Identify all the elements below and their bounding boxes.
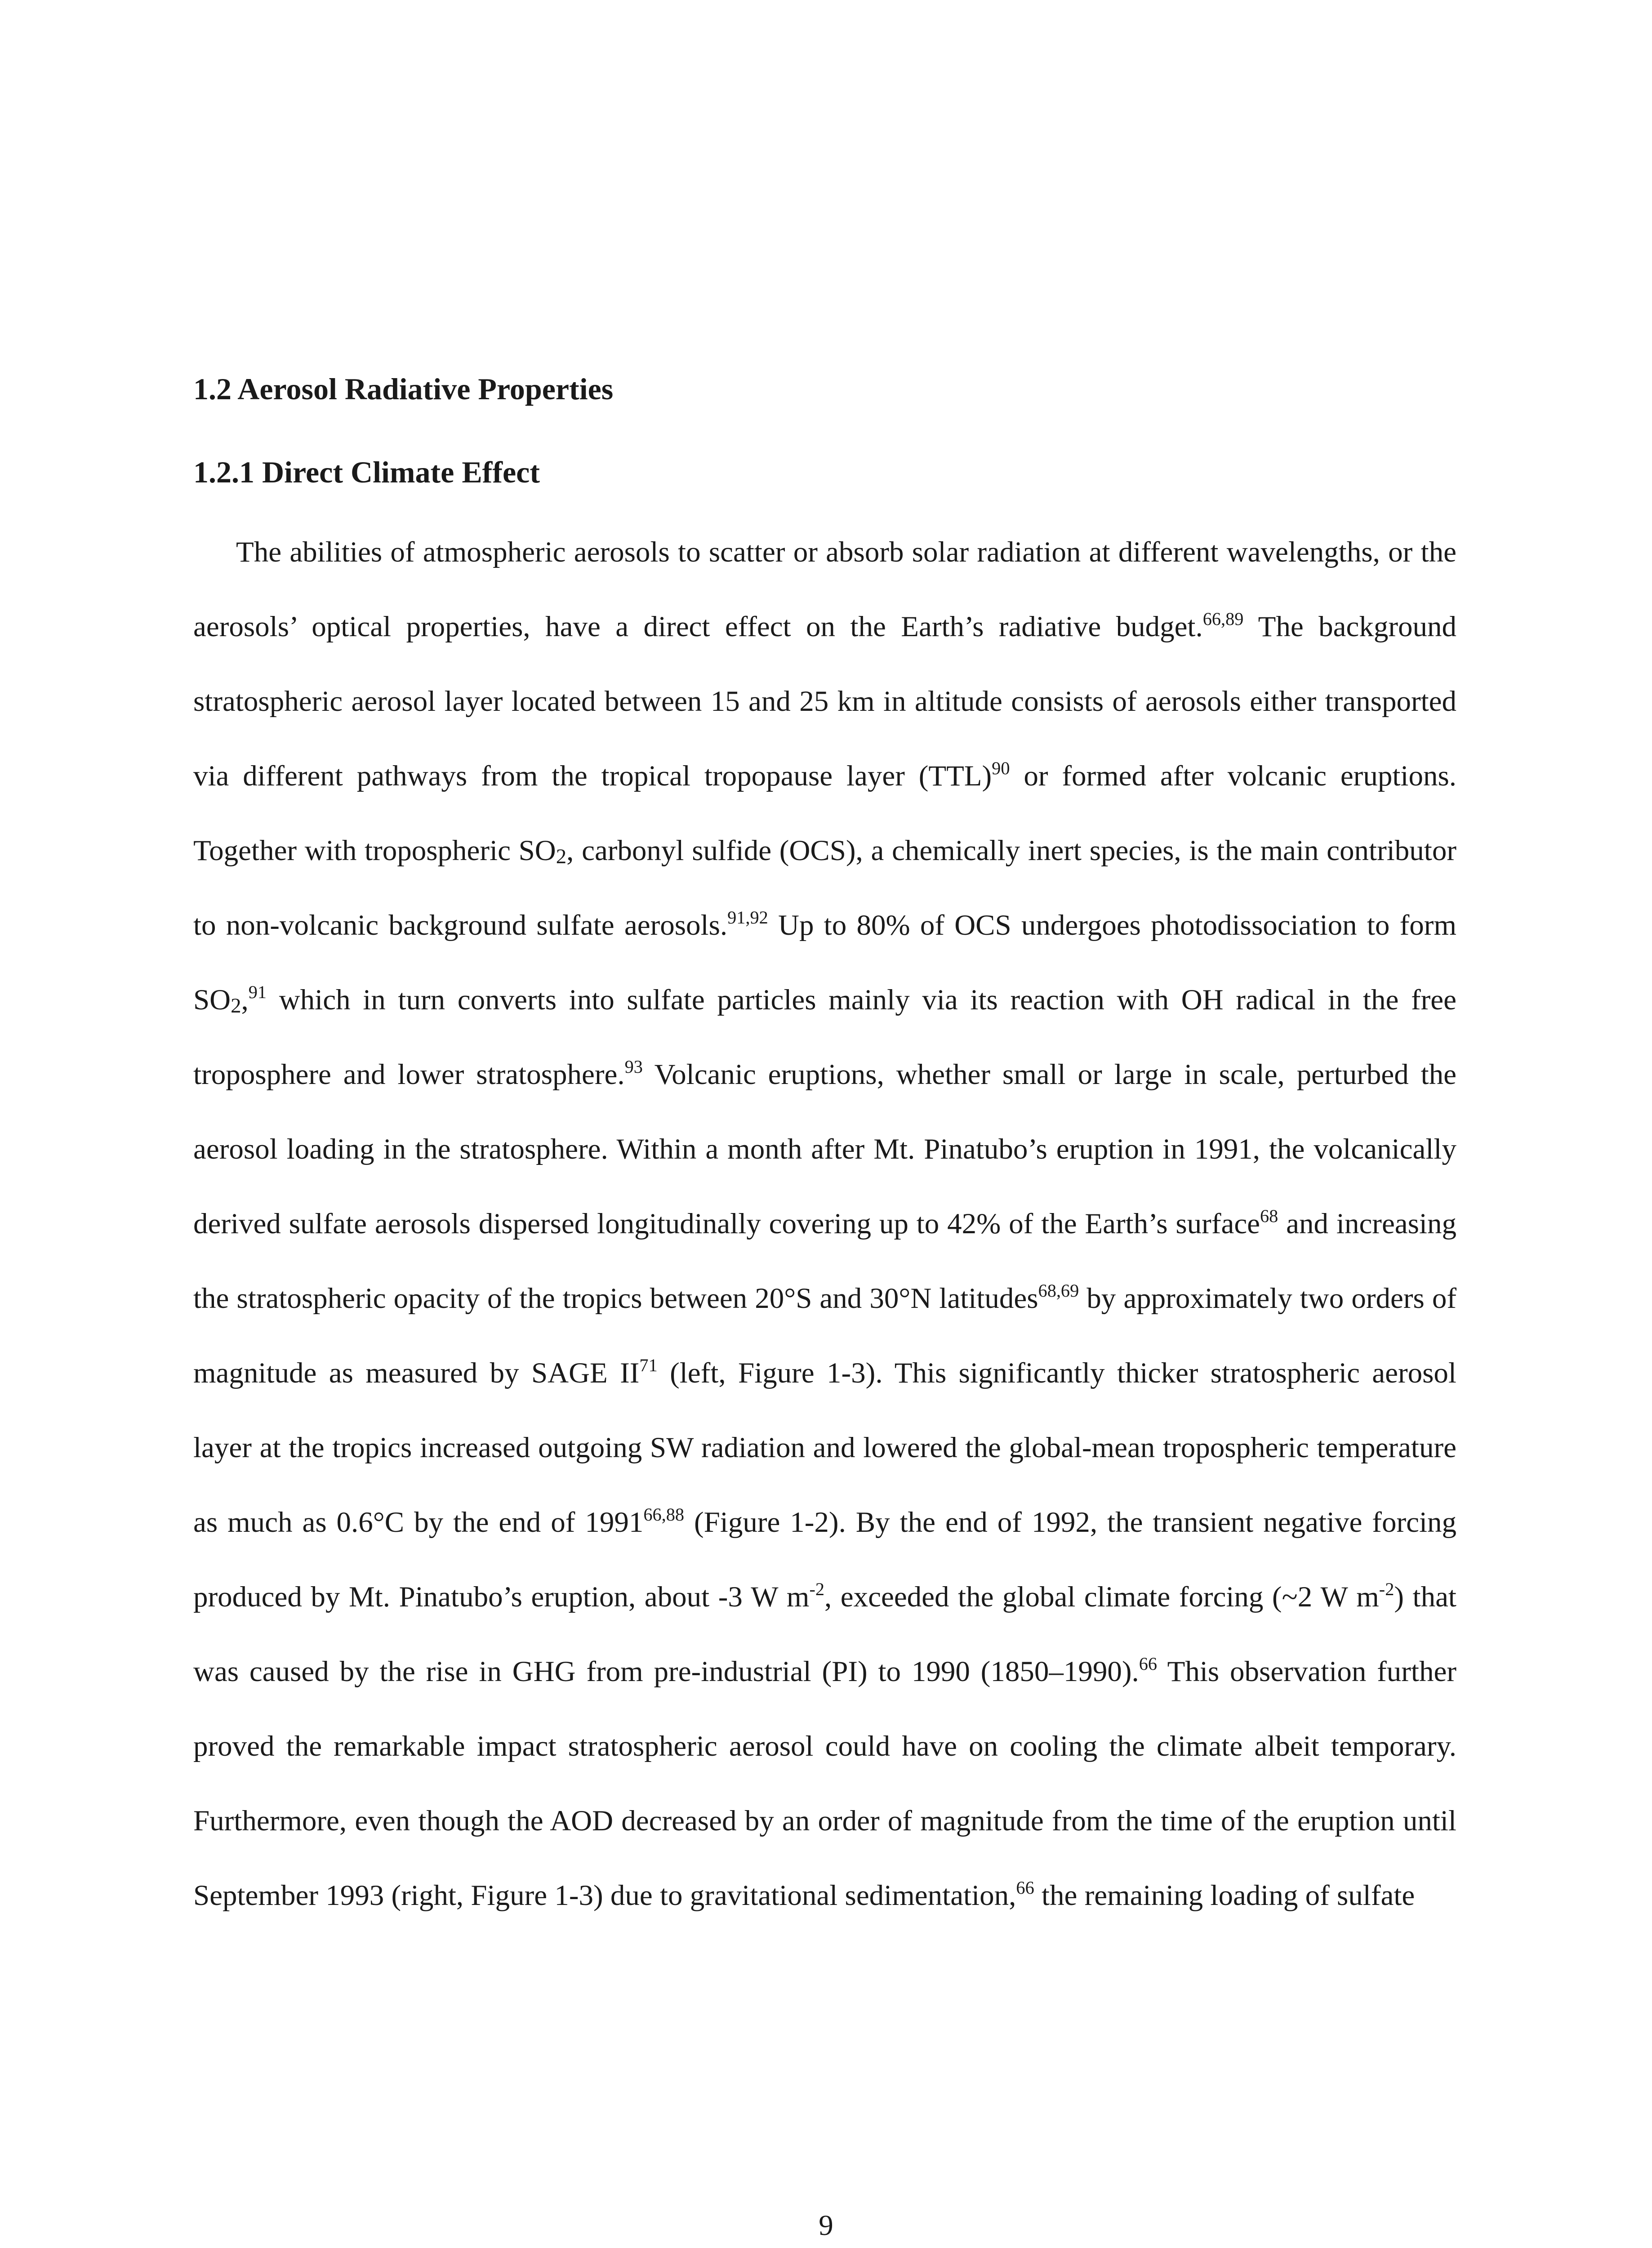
citation-superscript: 68 <box>1260 1206 1278 1227</box>
citation-superscript: 71 <box>639 1355 658 1376</box>
citation-superscript: 66,88 <box>643 1504 685 1525</box>
body-paragraph <box>193 515 1456 1933</box>
text-segment: This observation further proved the remarkable impact stratospheric aerosol could have on cooling the climate albeit temporary. Furthermore, even though the AOD decreased by an order of magnitude from the time of the eruption until September 1993 (right, Figure 1-3) due to gravitational sedimentation, <box>193 1655 1456 1912</box>
citation-superscript: 91,92 <box>727 907 768 928</box>
citation-superscript: 93 <box>624 1057 643 1077</box>
text-segment: or formed after volcanic eruptions. Together with tropospheric SO <box>193 760 1456 867</box>
citation-superscript: 91 <box>248 982 267 1003</box>
text-segment: (Figure 1-2). By the end of 1992, the transient negative forcing produced by Mt. Pinatubo’s eruption, about -3 W m <box>193 1506 1457 1613</box>
text-segment: Up to 80% of OCS undergoes photodissociation to form SO <box>193 909 1456 1016</box>
citation-superscript: 90 <box>992 758 1010 779</box>
text-segment: The background stratospheric aerosol layer located between 15 and 25 km in altitude consists of aerosols either transported via different pathways from the tropical tropopause layer (TTL) <box>193 611 1456 792</box>
text-segment: which in turn converts into sulfate particles mainly via its reaction with OH radical in the free troposphere and lower stratosphere. <box>193 984 1456 1091</box>
chemical-subscript: 2 <box>231 994 241 1018</box>
text-segment: , exceeded the global climate forcing (~2 W m <box>824 1581 1379 1613</box>
text-segment: (left, Figure 1-3). This significantly thicker stratospheric aerosol layer at the tropics increased outgoing SW radiation and lowered the global-mean tropospheric temperature as much as 0.6°C by the end of 1991 <box>193 1357 1456 1539</box>
citation-superscript: 66 <box>1139 1654 1158 1674</box>
text-segment: the remaining loading of sulfate <box>1034 1879 1415 1912</box>
citation-superscript: 68,69 <box>1038 1280 1079 1301</box>
page-number: 9 <box>819 2209 833 2242</box>
citation-superscript: 66 <box>1016 1878 1034 1898</box>
text-segment: , carbonyl sulfide (OCS), a chemically inert species, is the main contributor to non-volcanic background sulfate aerosols. <box>193 834 1456 941</box>
section-heading: 1.2 Aerosol Radiative Properties <box>193 372 614 406</box>
text-segment: , <box>241 984 249 1016</box>
chemical-subscript: 2 <box>556 845 567 869</box>
text-segment: The abilities of atmospheric aerosols to scatter or absorb solar radiation at different wavelengths, or the aerosols’ optical properties, have a direct effect on the Earth’s radiative budget. <box>193 536 1456 643</box>
text-segment: by approximately two orders of magnitude as measured by SAGE II <box>193 1282 1456 1389</box>
unit-superscript: -2 <box>1379 1579 1394 1600</box>
citation-superscript: 66,89 <box>1202 609 1244 629</box>
unit-superscript: -2 <box>809 1579 825 1600</box>
subsection-heading: 1.2.1 Direct Climate Effect <box>193 455 540 489</box>
text-segment: ) that was caused by the rise in GHG from pre-industrial (PI) to 1990 (1850–1990). <box>193 1581 1456 1688</box>
text-segment: Volcanic eruptions, whether small or large in scale, perturbed the aerosol loading in the stratosphere. Within a month after Mt. Pinatubo’s eruption in 1991, the volcanically derived sulfate aerosols dispersed longitudinally covering up to 42% of the Earth’s surface <box>193 1058 1456 1240</box>
text-segment: and increasing the stratospheric opacity of the tropics between 20°S and 30°N latitudes <box>193 1208 1456 1315</box>
